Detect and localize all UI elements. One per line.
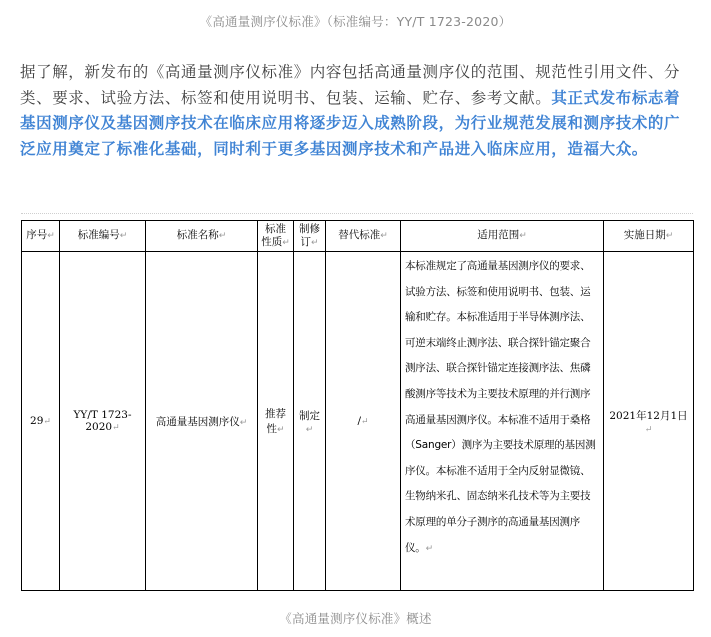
- cell-no: 29↵: [22, 252, 60, 591]
- standard-table: [21, 220, 693, 591]
- header-replaces: 替代标准↵: [326, 221, 401, 252]
- cell-code: YY/T 1723-2020↵: [60, 252, 146, 591]
- article-paragraph: [20, 60, 696, 162]
- header-no: 序号↵: [22, 221, 60, 252]
- cell-replaces: /↵: [326, 252, 401, 591]
- article-highlight-text: 其正式发布标志着基因测序仪及基因测序技术在临床应用将逐步迈入成熟阶段，为行业规范发展和测序技术的广泛应用奠定了标准化基础，同时利于更多基因测序技术和产品进入临床应用，造福大众。: [20, 88, 681, 158]
- header-name: 标准名称↵: [146, 221, 258, 252]
- cell-scope: 本标准规定了高通量基因测序仪的要求、试验方法、标签和使用说明书、包装、运输和贮存。本标准适用于半导体测序法、可逆末端终止测序法、联合探针锚定聚合测序法、联合探针锚定连接测序法、焦磷酸测序等技术为主要技术原理的并行测序高通量基因测序仪。本标准不适用于桑格（Sanger）测序为主要技术原理的基因测序仪。本标准不适用于全内反射显微镜、生物纳米孔、固态纳米孔技术等为主要技术原理的单分子测序的高通量基因测序仪。↵: [401, 252, 604, 591]
- header-revision: 制修订↵: [294, 221, 326, 252]
- header-nature: 标准性质↵: [258, 221, 294, 252]
- cell-name: 高通量基因测序仪↵: [146, 252, 258, 591]
- cell-date: 2021年12月1日↵: [604, 252, 694, 591]
- figure-caption-bottom: 《高通量测序仪标准》概述: [279, 611, 432, 626]
- header-scope: 适用范围↵: [401, 221, 604, 252]
- article-text: 据了解，新发布的《高通量测序仪标准》内容包括高通量测序仪的范围、规范性引用文件、分类、要求、试验方法、标签和使用说明书、包装、运输、贮存、参考文献。: [20, 63, 681, 107]
- header-code: 标准编号↵: [60, 221, 146, 252]
- table-row: [22, 252, 694, 591]
- figure-caption-top: 《高通量测序仪标准》（标准编号：YY/T 1723-2020）: [199, 14, 512, 29]
- table-header-row: [22, 221, 694, 252]
- header-date: 实施日期↵: [604, 221, 694, 252]
- divider: [21, 213, 693, 214]
- cell-nature: 推荐性↵: [258, 252, 294, 591]
- cell-revision: 制定↵: [294, 252, 326, 591]
